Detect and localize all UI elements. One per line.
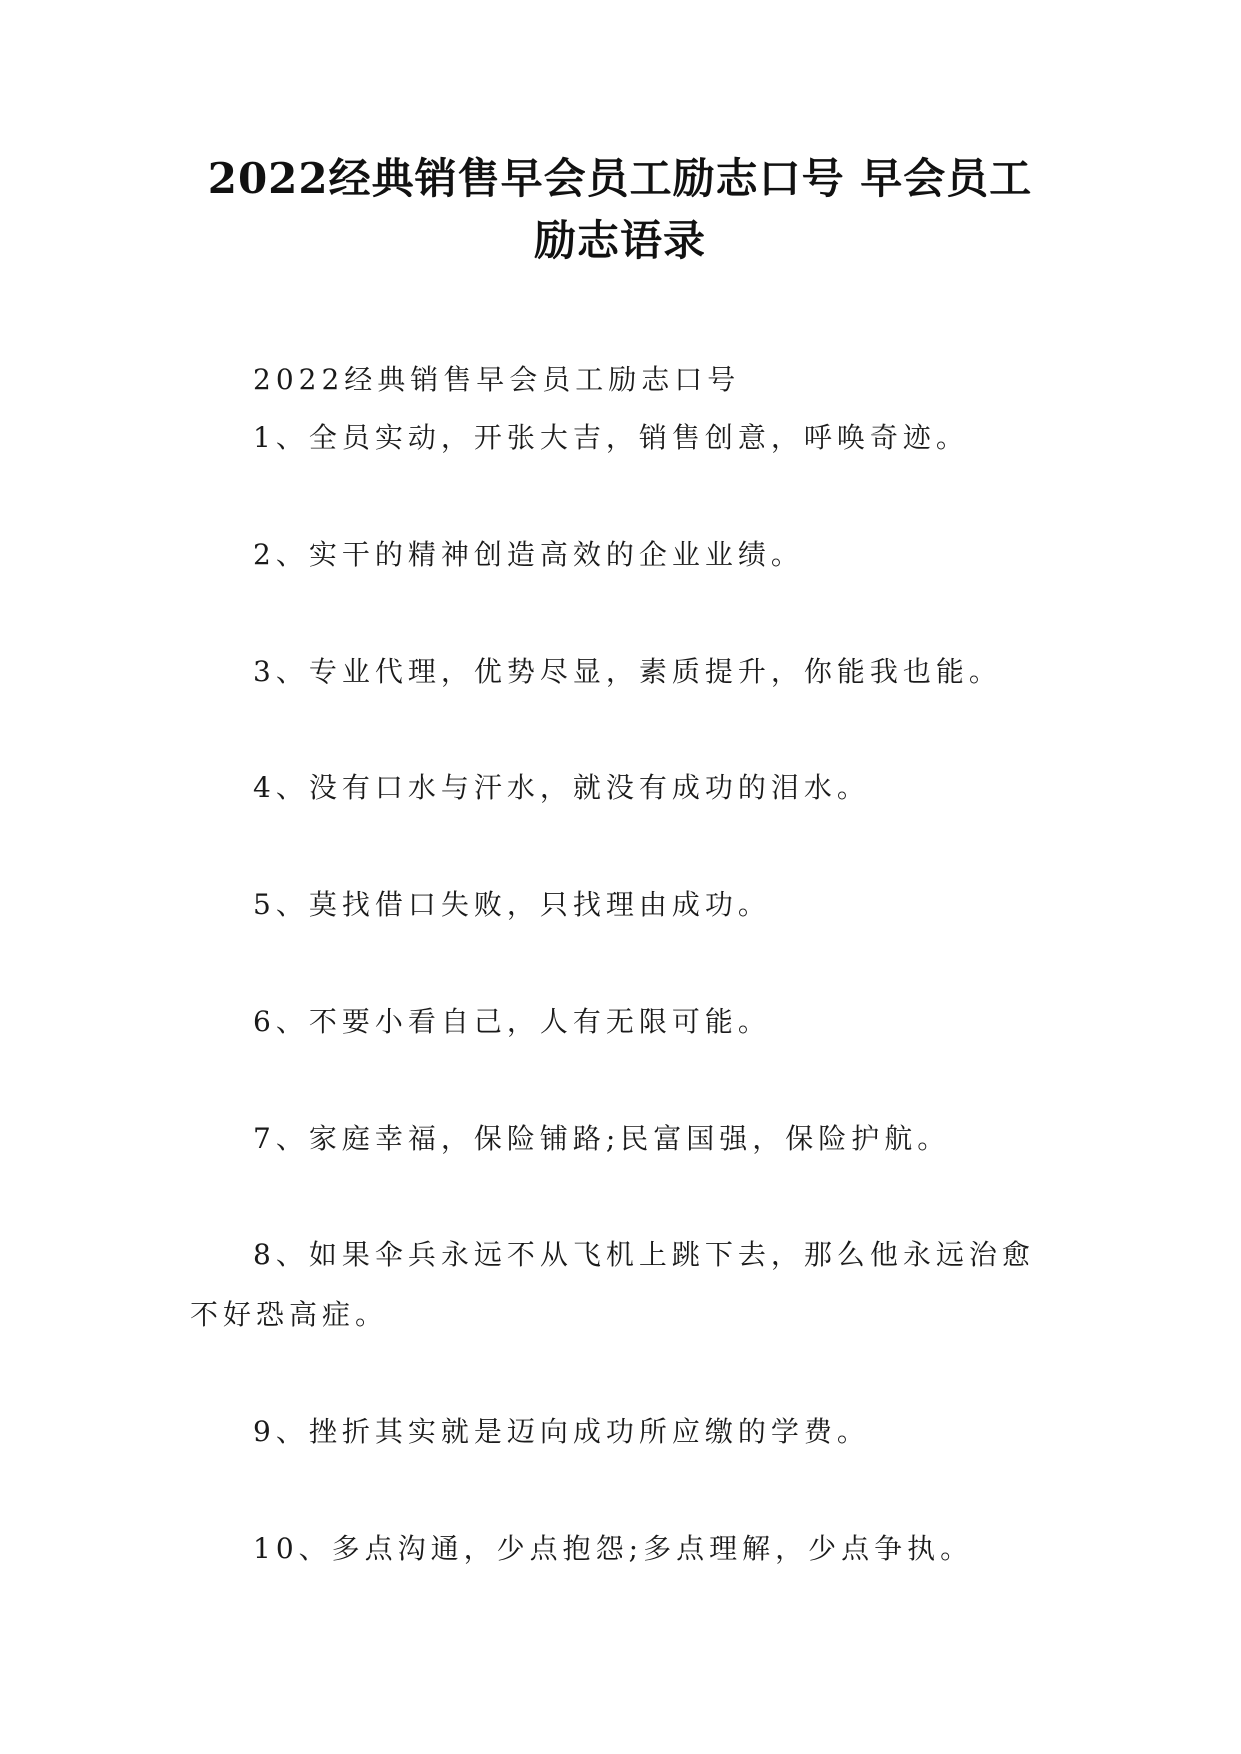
title-line-2: 励志语录: [533, 216, 706, 265]
list-item: 2、实干的精神创造高效的企业业绩。: [253, 538, 804, 571]
list-item: 10、多点沟通，少点抱怨;多点理解，少点争执。: [253, 1532, 974, 1565]
section-subheading: 2022经典销售早会员工励志口号: [253, 363, 741, 396]
list-item: 7、家庭幸福，保险铺路;民富国强，保险护航。: [253, 1122, 951, 1155]
list-item: 8、如果伞兵永远不从飞机上跳下去，那么他永远治愈不好恐高症。: [190, 1238, 1035, 1331]
title-line-1: 2022经典销售早会员工励志口号 早会员工: [207, 154, 1033, 203]
list-item: 5、莫找借口失败，只找理由成功。: [253, 888, 771, 921]
list-item: 1、全员实动，开张大吉，销售创意，呼唤奇迹。: [253, 421, 969, 454]
list-item: 3、专业代理，优势尽显，素质提升，你能我也能。: [253, 655, 1002, 688]
list-item: 4、没有口水与汗水，就没有成功的泪水。: [253, 771, 870, 804]
document-title: [185, 148, 1055, 272]
list-item: 9、挫折其实就是迈向成功所应缴的学费。: [253, 1415, 870, 1448]
list-item: 6、不要小看自己，人有无限可能。: [253, 1005, 771, 1038]
